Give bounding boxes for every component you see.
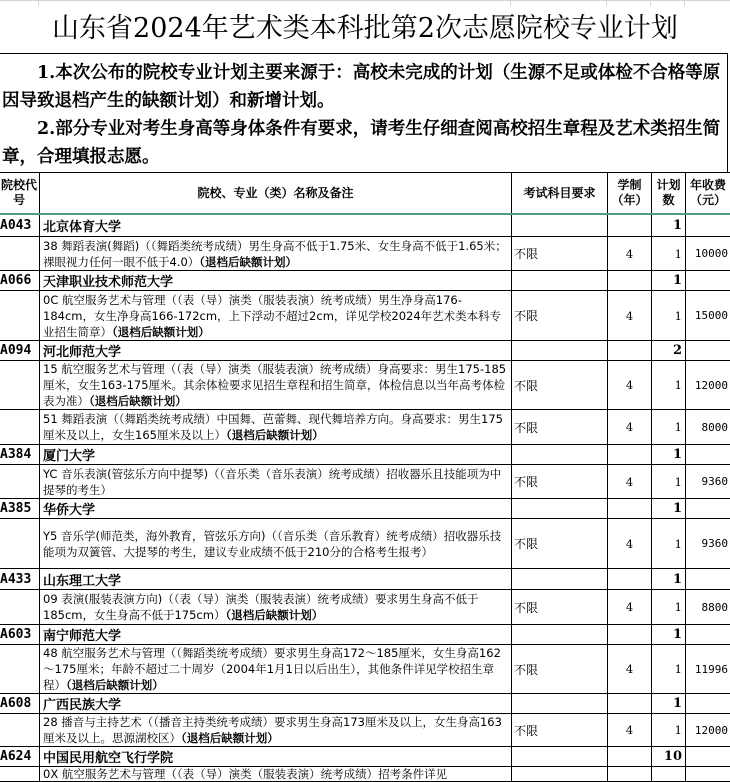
school-name: 广西民族大学 [40,694,512,714]
major-code-empty [0,519,40,569]
school-subjects [512,625,608,645]
school-plan-total: 10 [652,747,686,767]
major-subjects: 不限 [512,645,608,694]
major-subjects: 不限 [512,361,608,410]
major-fee: 9360 [686,519,730,569]
major-subjects: 不限 [512,714,608,747]
school-subjects [512,214,608,237]
major-subjects: 不限 [512,465,608,499]
major-fee: 8800 [686,590,730,625]
school-subjects [512,499,608,519]
major-row[interactable] [0,714,730,747]
major-plan: 1 [652,237,686,271]
school-row[interactable] [0,271,730,291]
major-plan: 1 [652,590,686,625]
school-name: 山东理工大学 [40,569,512,590]
school-name: 南宁师范大学 [40,625,512,645]
major-years: 4 [608,410,652,445]
school-code: A624 [0,747,40,767]
school-name: 河北师范大学 [40,341,512,361]
major-plan: 1 [652,361,686,410]
school-years [608,694,652,714]
major-subjects: 不限 [512,590,608,625]
major-row[interactable] [0,590,730,625]
school-fee [686,499,730,519]
header-fee: 年收费（元） [686,173,730,215]
major-row[interactable] [0,767,730,782]
major-years: 4 [608,519,652,569]
school-code: A603 [0,625,40,645]
school-years [608,569,652,590]
major-fee: 15000 [686,291,730,341]
school-name: 华侨大学 [40,499,512,519]
school-plan-total: 1 [652,694,686,714]
major-tag: （退档后缺额计划） [66,678,164,692]
major-description [40,714,512,747]
school-code: A384 [0,445,40,465]
header-years: 学制（年） [608,173,652,215]
school-code: A066 [0,271,40,291]
major-years: 4 [608,465,652,499]
major-code-empty [0,410,40,445]
major-years: 4 [608,714,652,747]
header-plan: 计划数 [652,173,686,215]
header-row [0,173,730,215]
major-subjects: 不限 [512,237,608,271]
major-tag: （退档后缺额计划） [226,428,324,442]
major-years: 4 [608,590,652,625]
school-fee [686,214,730,237]
major-code-empty [0,645,40,694]
major-years: 4 [608,237,652,271]
major-row[interactable] [0,291,730,341]
major-tag: （退档后缺额计划） [225,608,323,622]
major-description [40,237,512,271]
school-fee [686,569,730,590]
school-years [608,747,652,767]
school-row[interactable] [0,341,730,361]
major-plan: 1 [652,291,686,341]
major-desc-text: 38 舞蹈表演(舞蹈)（（舞蹈类统考成绩）男生身高不低于1.75米、女生身高不低于1.65米；裸眼视力任何一眼不低于4.0） [43,239,507,269]
school-subjects [512,569,608,590]
school-name: 中国民用航空飞行学院 [40,747,512,767]
major-plan: 1 [652,519,686,569]
school-code: A433 [0,569,40,590]
major-desc-text: 15 航空服务艺术与管理（（表（导）演类（服装表演）统考成绩）身高要求：男生175-185厘米，女生163-175厘米。其余体检要求见招生章程和招生简章，体检信息以当年高考体检表为准） [43,362,506,408]
major-subjects: 不限 [512,519,608,569]
major-plan: 1 [652,410,686,445]
header-name: 院校、专业（类）名称及备注 [40,173,512,215]
school-subjects [512,694,608,714]
major-tag: （退档后缺额计划） [199,255,297,269]
major-years [608,767,652,782]
school-plan-total: 1 [652,214,686,237]
major-fee [686,767,730,782]
header-code: 院校代号 [0,173,40,215]
major-row[interactable] [0,361,730,410]
major-code-empty [0,361,40,410]
major-description [40,465,512,499]
major-plan: 1 [652,645,686,694]
major-desc-text: 51 舞蹈表演（（舞蹈类统考成绩）中国舞、芭蕾舞、现代舞培养方向。身高要求：男生175厘米及以上，女生165厘米及以上） [43,412,503,442]
school-years [608,445,652,465]
major-row[interactable] [0,519,730,569]
major-years: 4 [608,645,652,694]
school-years [608,271,652,291]
major-tag: （退档后缺额计划） [112,325,210,339]
school-fee [686,341,730,361]
major-years: 4 [608,291,652,341]
school-code: A608 [0,694,40,714]
major-subjects [512,767,608,782]
school-years [608,499,652,519]
school-row[interactable] [0,499,730,519]
major-fee: 12000 [686,361,730,410]
school-row[interactable] [0,445,730,465]
school-name: 厦门大学 [40,445,512,465]
note-1: 1.本次公布的院校专业计划主要来源于：高校未完成的计划（生源不足或体检不合格等原因导致退档产生的缺额计划）和新增计划。 [2,59,723,115]
school-plan-total: 2 [652,341,686,361]
school-plan-total: 1 [652,499,686,519]
major-row[interactable] [0,645,730,694]
major-desc-text: 0X 航空服务艺术与管理（（表（导）演类（服装表演）统考成绩）招考条件详见 [43,767,447,781]
school-subjects [512,341,608,361]
notes-box [0,53,728,172]
major-description [40,410,512,445]
major-tag: （退档后缺额计划） [181,731,279,745]
school-fee [686,445,730,465]
school-plan-total: 1 [652,569,686,590]
major-desc-text: 0C 航空服务艺术与管理（（表（导）演类（服装表演）统考成绩）男生净身高176-184cm，女生净身高166-172cm，上下浮动不超过2cm，详见学校2024年艺术类本科专业招生简章） [43,293,501,339]
major-code-empty [0,714,40,747]
major-plan: 1 [652,714,686,747]
major-description [40,645,512,694]
school-code: A094 [0,341,40,361]
header-subjects: 考试科目要求 [512,173,608,215]
major-code-empty [0,291,40,341]
school-plan-total: 1 [652,271,686,291]
major-fee: 10000 [686,237,730,271]
school-fee [686,271,730,291]
major-subjects: 不限 [512,291,608,341]
major-desc-text: Y5 音乐学(师范类，海外教育，管弦乐方向)（（音乐类（音乐教育）统考成绩）招收器乐技能项为双簧管、大提琴的考生，建议专业成绩不低于210分的合格考生报考） [43,529,501,559]
major-years: 4 [608,361,652,410]
major-plan [652,767,686,782]
school-row[interactable] [0,694,730,714]
major-description [40,519,512,569]
major-description [40,361,512,410]
major-plan: 1 [652,465,686,499]
major-row[interactable] [0,410,730,445]
table-body [0,214,730,782]
major-code-empty [0,465,40,499]
school-subjects [512,271,608,291]
major-description [40,590,512,625]
school-name: 北京体育大学 [40,214,512,237]
major-tag: （退档后缺额计划） [89,394,187,408]
major-subjects: 不限 [512,410,608,445]
school-years [608,625,652,645]
major-desc-text: 28 播音与主持艺术（（播音主持类统考成绩）要求男生身高173厘米及以上，女生身高163厘米及以上。思源湖校区） [43,715,502,745]
school-row[interactable] [0,625,730,645]
major-fee: 11996 [686,645,730,694]
page-title: 山东省2024年艺术类本科批第2次志愿院校专业计划 [0,6,730,52]
school-years [608,214,652,237]
school-subjects [512,747,608,767]
school-fee [686,747,730,767]
major-code-empty [0,237,40,271]
major-fee: 12000 [686,714,730,747]
note-2: 2.部分专业对考生身高等身体条件有要求，请考生仔细查阅高校招生章程及艺术类招生简章，合理填报志愿。 [2,115,723,171]
major-desc-text: 48 航空服务艺术与管理（（舞蹈类统考成绩）要求男生身高172～185厘米，女生身高162～175厘米；年龄不超过二十周岁（2004年1月1日以后出生），其他条件详见学校招生章程） [43,646,501,692]
school-subjects [512,445,608,465]
major-description [40,767,512,782]
school-fee [686,694,730,714]
school-row[interactable] [0,569,730,590]
major-fee: 8000 [686,410,730,445]
major-desc-text: YC 音乐表演(管弦乐方向中提琴)（（音乐类（音乐表演）统考成绩）招收器乐且技能项为中提琴的考生） [43,467,501,497]
major-description [40,291,512,341]
sheet-top-gridline [0,0,730,1]
school-plan-total: 1 [652,625,686,645]
school-years [608,341,652,361]
school-plan-total: 1 [652,445,686,465]
major-code-empty [0,767,40,782]
school-fee [686,625,730,645]
school-row[interactable] [0,747,730,767]
school-row[interactable] [0,214,730,237]
school-name: 天津职业技术师范大学 [40,271,512,291]
major-row[interactable] [0,465,730,499]
school-code: A385 [0,499,40,519]
major-row[interactable] [0,237,730,271]
major-desc-text: 09 表演(服装表演方向)（（表（导）演类（服装表演）统考成绩）要求男生身高不低于185cm，女生身高不低于175cm） [43,592,479,622]
plan-table [0,172,730,782]
major-code-empty [0,590,40,625]
major-fee: 9360 [686,465,730,499]
school-code: A043 [0,214,40,237]
